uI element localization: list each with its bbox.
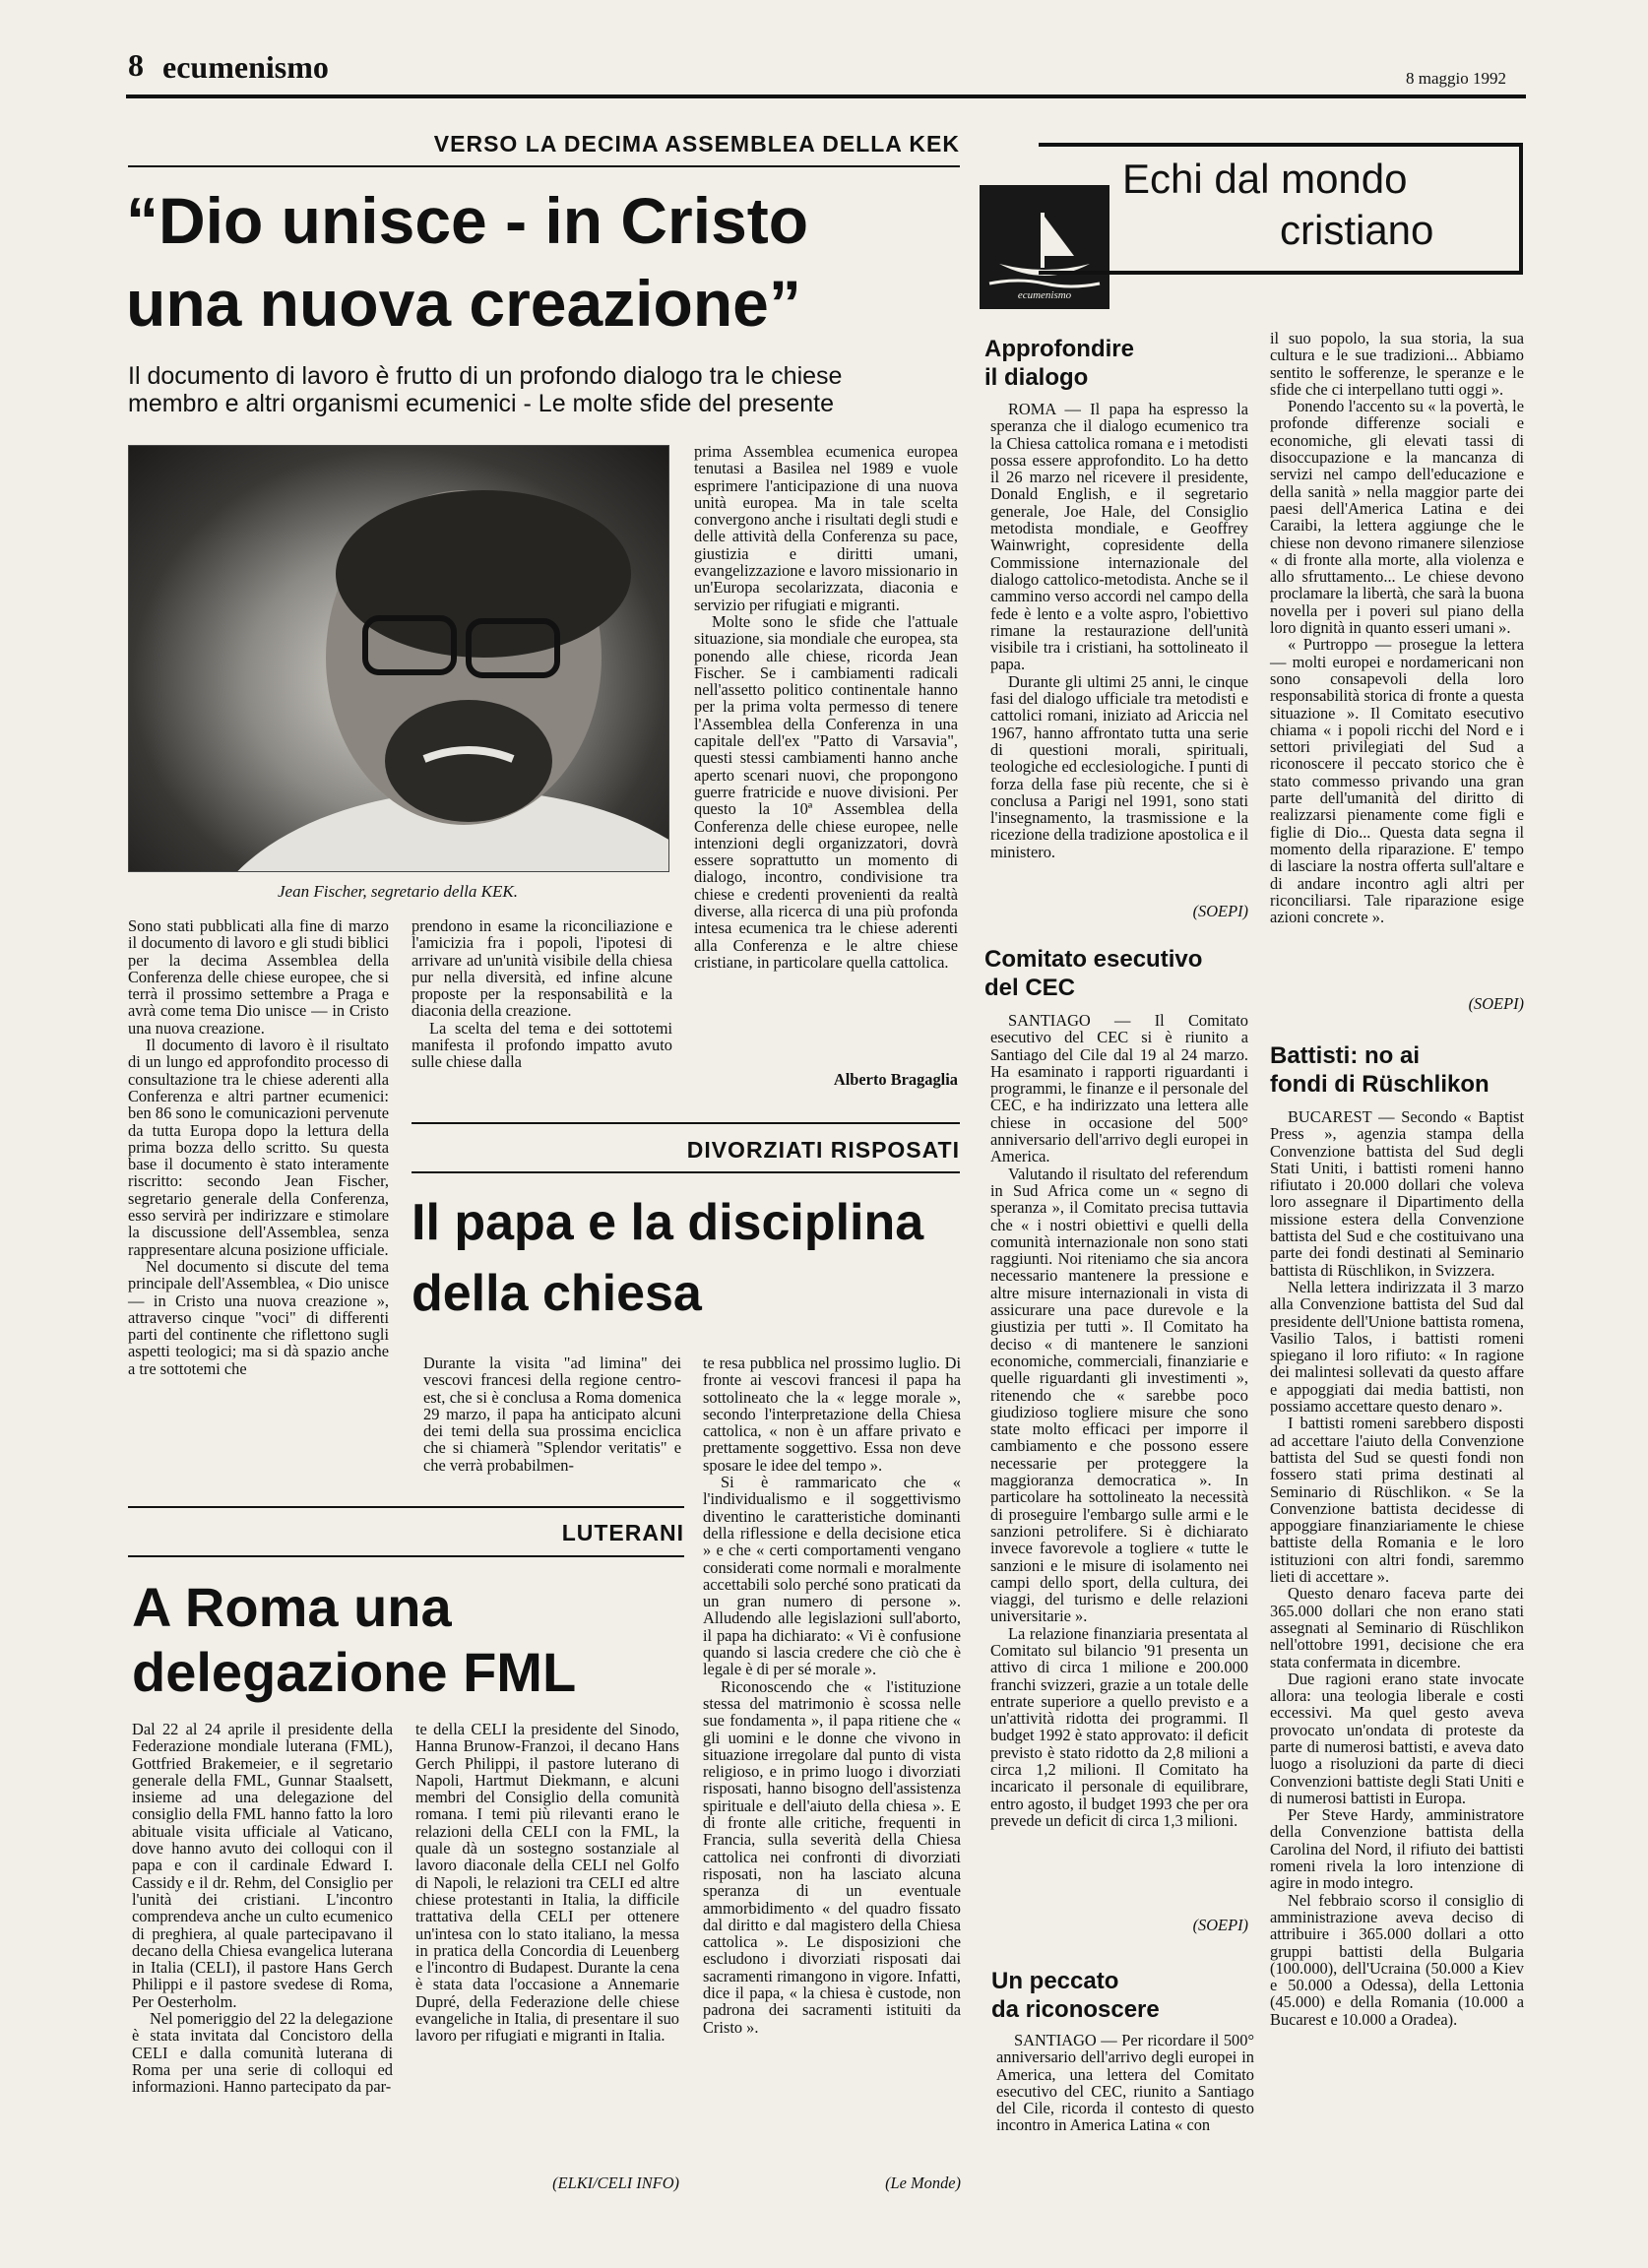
masthead-rule: [126, 94, 1526, 98]
kek-column-3: [694, 443, 958, 971]
papa-col2-para: Si è rammaricato che « l'individualismo e il soggettivismo diventino le caratteristiche dominanti della riflessione e della decisione etica » e che « certi comportamenti vengano considerati come normali e moralmente accettabili solo perché sono praticati da un gran numero di persone ». Alludendo alle legislazioni sull'aborto, il papa ha dichiarato: « Vi è confusione quando si lascia credere che ciò che è legale è di per sé morale ».: [703, 1473, 961, 1679]
peccato-cont-para: il suo popolo, la sua storia, la sua cultura e le sue tradizioni... Abbiamo sentito le sofferenze, le speranze e le sfide che ci interpellano tutti oggi ».: [1270, 329, 1524, 399]
battisti-para: Nel febbraio scorso il consiglio di amministrazione aveva deciso di attribuire i 365.000 dollari a otto gruppi battisti della Bulgaria (100.000), dell'Ucraina (50.000 a Kiev e 50.000 a Odessa), della Lettonia (45.000) e della Romania (10.000 a Bucarest e 10.000 a Oradea).: [1270, 1890, 1524, 2029]
battisti-kicker-line1: Battisti: no ai: [1270, 1042, 1421, 1069]
fml-col1-para: Dal 22 al 24 aprile il presidente della Federazione mondiale luterana (FML), Gottfried Brakemeier, e il segretario generale della FML, Gunnar Staalsett, insieme ad una delegazione del consiglio della FML hanno fatto la loro abituale visita ufficiale al Vaticano, dove hanno avuto dei colloqui con il papa e con il cardinale Edward I. Cassidy e il dr. Rehm, del Consiglio per l'unità dei cristiani. L'incontro comprendeva anche un culto ecumenico di preghiera, al quale partecipavano il decano della Chiesa evangelica luterana in Italia (CELI), il pastore Hans Gerch Philippi e il pastore svedese di Roma, Per Oesterholm.: [132, 1720, 393, 2011]
kek-headline-line1: “Dio unisce - in Cristo: [126, 184, 809, 257]
fml-label-rule: [128, 1555, 684, 1557]
logo-caption: ecumenismo: [1017, 289, 1072, 301]
kek-column-2: [412, 917, 672, 1071]
portrait-photo: [128, 445, 669, 872]
peccato-continued: [1270, 330, 1524, 925]
peccato-text: [996, 2032, 1254, 2134]
peccato-kicker-line1: Un peccato: [991, 1968, 1119, 1994]
kek-byline: Alberto Bragaglia: [833, 1070, 958, 1089]
kek-deck-line2: membro e altri organismi ecumenici - Le molte sfide del presente: [128, 390, 834, 417]
kek-deck-line1: Il documento di lavoro è frutto di un profondo dialogo tra le chiese: [128, 362, 843, 390]
kek-col1-para: Il documento di lavoro è il risultato di un lungo ed approfondito processo di consultazione tra le chiese aderenti alla Conferenza e altri partner ecumenici: ben 86 sono le comunicazioni pervenute da tutta Europa dopo la lettura della prima bozza dello scritto. Su questa base il documento è stato interamente riscritto: secondo Jean Fischer, segretario generale della Conferenza, esso servirà per indirizzare e stimolare la discussione dell'Assemblea, senza rappresentare alcuna posizione ufficiale.: [128, 1036, 389, 1259]
fml-col1-para: Nel pomeriggio del 22 la delegazione è stata invitata dal Concistoro della CELI e dalla comunità luterana di Roma per una serie di colloqui ed informazioni. Hanno partecipato da par-: [132, 2009, 393, 2097]
battisti-text: [1270, 1108, 1524, 2028]
cec-para: Valutando il risultato del referendum in Sud Africa come un « segno di speranza », il Comitato precisa tuttavia che « i nostri obiettivi e quelli della comunità internazionale non sono stati raggiunti. Noi riteniamo che sia ancora necessario mantenere la pressione e altre misure internazionali in vista di assicurare una pace durevole e la giustizia per tutti ». Il Comitato ha deciso « di mantenere le sanzioni economiche, commerciali, finanziarie e quelle riguardanti gli investimenti », ritenendo che « sarebbe poco giudizioso togliere misure che sono state molto efficaci per imporre il cambiamento e che possono essere necessarie per proteggere la maggioranza democratica ». In particolare ha sottolineato la necessità di proseguire l'embargo sulle armi e le sanzioni petrolifere. Si è dichiarato invece favorevole a togliere « tutte le sanzioni e le misure di isolamento nei campi dello sport, della cultura, dei viaggi, del turismo e delle relazioni universitarie ».: [990, 1164, 1248, 1626]
papa-col1-para: Durante la visita "ad limina" dei vescovi francesi della regione centro-est, che si è conclusa a Roma domenica 29 marzo, il papa ha anticipato alcuni dei temi della sua prossima enciclica che si chiamerà "Splendor veritatis" e che verrà probabilmen-: [423, 1354, 681, 1475]
dialogo-kicker-line2: il dialogo: [984, 364, 1089, 391]
papa-source: (Le Monde): [885, 2174, 961, 2192]
kek-headline-line2: una nuova creazione”: [126, 267, 801, 340]
dialogo-text: [990, 401, 1248, 860]
kek-col1-para: Sono stati pubblicati alla fine di marzo il documento di lavoro e gli studi biblici per la decima Assemblea della Conferenza delle chiese europee, che si terrà il prossimo settembre a Praga e avrà come tema Dio unisce — in Cristo una nuova creazione.: [128, 916, 389, 1038]
cec-kicker: [984, 945, 1242, 1002]
cec-para: SANTIAGO — Il Comitato esecutivo del CEC si è riunito a Santiago del Cile dal 19 al 24 marzo. Ha esaminato i rapporti riguardanti i programmi, le finanze e il personale del CEC, e ha indirizzato una lettera alle chiese in occasione del 500° anniversario dell'arrivo degli europei in America.: [990, 1011, 1248, 1166]
battisti-para: Questo denaro faceva parte dei 365.000 dollari che non erano stati assegnati al Seminario di Rüschlikon nell'ottobre 1991, decisione che era stata confermata in dicembre.: [1270, 1584, 1524, 1671]
section-title: ecumenismo: [162, 49, 329, 85]
kek-col3-para: prima Assemblea ecumenica europea tenutasi a Basilea nel 1989 e vuole esprimere l'anticipazione di una nuova unità europea. Ma in tale scelta convergono anche i risultati degli studi e delle attività della Conferenza su pace, giustizia e diritti umani, evangelizzazione e lavoro missionario in un'Europa secolarizzata, diaconia e servizio per rifugiati e migranti.: [694, 442, 958, 614]
cec-kicker-line1: Comitato esecutivo: [984, 946, 1203, 973]
peccato-para: SANTIAGO — Per ricordare il 500° anniversario dell'arrivo degli europei in America, una lettera del Comitato esecutivo del CEC, riunito a Santiago del Cile, ricorda il contesto di questo incontro in America Latina « con: [996, 2031, 1254, 2135]
fml-headline-line2: delegazione FML: [132, 1641, 577, 1703]
fml-headline-line1: A Roma una: [132, 1576, 452, 1638]
echi-title-line1: Echi dal mondo: [1122, 156, 1408, 202]
battisti-para: Nella lettera indirizzata il 3 marzo alla Convenzione battista del Sud dal presidente dell'Unione battista romena, Vasilio Talos, i battisti romeni spiegano il loro rifiuto: « In ragione dei malintesi sollevati da questo affare e appoggiati dai media battisti, non possiamo accettare questo denaro ».: [1270, 1277, 1524, 1417]
kek-col3-para: Molte sono le sfide che l'attuale situazione, sia mondiale che europea, sta ponendo alle chiese, ricorda Jean Fischer. Se i cambiamenti radicali nell'assetto politico continentale hanno per la prima volta permesso di tenere l'Assemblea della Conferenza in una capitale dell'ex "Patto di Varsavia", questi stessi cambiamenti hanno anche aperto scenari nuovi, che propongono guerre fratricide e nuove divisioni. Per questo la 10ª Assemblea della Conferenza delle chiese europee, nelle intenzioni degli organizzatori, dovrà essere soprattutto un momento di dialogo, incontro, condivisione tra chiese e credenti provenienti da realtà diverse, alla ricerca di una più profonda intesa ecumenica tra le chiese aderenti alla Conferenza e le altre chiese cristiane, in particolare quella cattolica.: [694, 611, 958, 972]
fml-col2-para: te della CELI la presidente del Sinodo, Hanna Brunow-Franzoi, il decano Hans Gerch Philippi, il pastore luterano di Napoli, Hartmut Diekmann, e alcuni membri del Consiglio della comunità romana. I temi più rilevanti erano le relazioni della CELI con la FML, la quale dà un sostegno sostanziale al lavoro diaconale della CELI nel Golfo di Napoli, le relazioni tra CELI ed altre chiese protestanti in Italia, la difficile trattativa della CELI per ottenere un'intesa con lo stato italiano, la messa in pratica della Concordia di Leuenberg e l'incontro di Budapest. Durante la cena è stata data l'occasione a Annemarie Dupré, della Federazione delle chiese evangeliche in Italia, di presentare il suo lavoro per rifugiati e migranti in Italia.: [415, 1720, 679, 2046]
papa-headline-line2: della chiesa: [412, 1265, 702, 1322]
papa-col2-para: te resa pubblica nel prossimo luglio. Di fronte ai vescovi francesi il papa ha sottolineato che la « legge morale », secondo l'interpretazione della Chiesa cattolica, « non è un affare privato e prettamente soggettivo. Essa non deve sposare le idee del tempo ».: [703, 1354, 961, 1475]
kek-col2-para: La scelta del tema e dei sottotemi manifesta il profondo impatto avuto sulle chiese dalla: [412, 1018, 672, 1072]
fml-column-1: [132, 1721, 393, 2096]
cec-kicker-line2: del CEC: [984, 975, 1076, 1001]
papa-column-1: [423, 1354, 681, 1474]
dialogo-para: ROMA — Il papa ha espresso la speranza che il dialogo ecumenico tra la Chiesa cattolica romana e i metodisti possa essere approfondito. Lo ha detto il 26 marzo nel ricevere il presidente, Donald English, e il segretario generale, Joe Hale, del Consiglio metodista mondiale, e Geoffrey Wainwright, copresidente della Commissione internazionale del dialogo cattolico-metodista. Anche se il cammino verso accordi nel campo della fede è lento e a volte aspro, l'obiettivo rimane la restaurazione dell'unità visibile tra i cristiani, ha sottolineato il papa.: [990, 400, 1248, 674]
kek-col2-para: prendono in esame la riconciliazione e l'amicizia fra i popoli, l'ipotesi di arrivare ad un'unità visibile della chiesa pur nella diversità, ed infine alcune proposte per la responsabilità e la diaconia della creazione.: [412, 916, 672, 1021]
papa-column-2: [703, 1354, 961, 2036]
fml-source: (ELKI/CELI INFO): [552, 2174, 679, 2192]
dialogo-para: Durante gli ultimi 25 anni, le cinque fasi del dialogo ufficiale tra metodisti e cattolici romani, iniziato ad Ariccia nel 1967, hanno affrontato tutta una serie di questioni morali, spirituali, teologiche ed ecclesiologiche. I punti di forza della fase più recente, che si è conclusa a Parigi nel 1991, sono stati l'insegnamento, la trasmissione e la ricezione della tradizione apostolica e il ministero.: [990, 671, 1248, 861]
kek-label-rule: [128, 165, 960, 167]
papa-label-rule: [412, 1171, 960, 1173]
fml-column-2: [415, 1721, 679, 2045]
fml-section-label: LUTERANI: [561, 1520, 684, 1545]
peccato-cont-para: Ponendo l'accento su « la povertà, le profonde differenze sociali e economiche, gli elevati tassi di disoccupazione e la mancanza di servizi nel campo dell'educazione e della sanità » nella maggior parte dei paesi dell'America Latina e dei Caraibi, la lettera aggiunge che le chiese non devono rimanere silenziose « di fronte alla morte, alla violenza e allo sfruttamento... Le chiese devono proclamare la libertà, che sarà la buona novella per i poveri sul piano della loro dignità in quanto esseri umani ».: [1270, 397, 1524, 638]
kek-section-label: VERSO LA DECIMA ASSEMBLEA DELLA KEK: [433, 131, 960, 157]
battisti-para: BUCAREST — Secondo « Baptist Press », agenzia stampa della Convenzione battista del Sud degli Stati Uniti, i battisti romeni hanno rifiutato i 20.000 dollari che voleva loro assegnare il Dipartimento della missione estera della Convenzione battista del Sud e che costituivano una parte dei fondi destinati al Seminario battista di Rüschlikon, in Svizzera.: [1270, 1107, 1524, 1280]
papa-section-label: DIVORZIATI RISPOSATI: [686, 1137, 960, 1163]
papa-top-rule: [412, 1122, 960, 1124]
battisti-kicker-line2: fondi di Rüschlikon: [1270, 1071, 1490, 1098]
peccato-cont-para: « Purtroppo — prosegue la lettera — molti europei e nordamericani non sono consapevoli della loro responsabilità storica di fronte a questa situazione ». Il Comitato esecutivo chiama « i popoli ricchi del Nord e i settori privilegiati del Sud a riconoscere il peccato storico che è stato commesso privando una gran parte dell'umanità del diritto di realizzarsi pienamente come figli e figlie di Dio... Questa data segna il momento della riparazione. E' tempo di lasciare la nostra offerta sull'altare e di andare incontro agli altri per riconciliarsi. Tale riparazione esige azioni concrete ».: [1270, 635, 1524, 927]
peccato-kicker: [991, 1967, 1249, 2024]
battisti-kicker: [1270, 1041, 1524, 1099]
cec-text: [990, 1012, 1248, 1829]
dialogo-source: (SOEPI): [1192, 902, 1248, 920]
peccato-kicker-line2: da riconoscere: [991, 1996, 1160, 2023]
cec-source: (SOEPI): [1192, 1916, 1248, 1934]
peccato-source: (SOEPI): [1468, 994, 1524, 1013]
papa-col2-para: Riconoscendo che « l'istituzione stessa del matrimonio è scossa nelle sue fondamenta », il papa ritiene che « gli uomini e le donne che vivono in situazione irregolare dal punto di vista religioso, e in primo luogo i divorziati risposati, hanno bisogno dell'assistenza spirituale e dell'aiuto della chiesa ». E di fronte alle critiche, frequenti in Francia, sulla severità della Chiesa cattolica nei confronti di divorziati risposati, non ha lasciato alcuna speranza di un eventuale ammorbidimento « del quadro fissato dal diritto e dal magistero della Chiesa cattolica ». Le disposizioni che escludono i divorziati risposati dai sacramenti rimangono in vigore. Infatti, dice il papa, « la chiesa è custode, non padrona dei sacramenti istituiti da Cristo ».: [703, 1676, 961, 2037]
papa-headline-line1: Il papa e la disciplina: [412, 1194, 924, 1251]
kek-column-1: [128, 917, 389, 1377]
kek-col1-para: Nel documento si discute del tema principale dell'Assemblea, « Dio unisce — in Cristo una nuova creazione », attraverso cinque "voci" di differenti parti del continente che riflettono sugli aspetti teologici; ma si dà spazio anche a tre sottotemi che: [128, 1256, 389, 1378]
photo-caption: Jean Fischer, segretario della KEK.: [278, 882, 518, 901]
page-number: 8: [128, 47, 144, 83]
dialogo-kicker: [984, 335, 1236, 392]
issue-date: 8 maggio 1992: [1406, 69, 1506, 88]
echi-title-line2: cristiano: [1280, 207, 1434, 253]
battisti-para: I battisti romeni sarebbero disposti ad accettare l'aiuto della Convenzione battista del Sud se questi fondi non fossero stati prima destinati al Seminario di Rüschlikon. « Se la Convenzione battista decidesse di appoggiare finanziariamente le chiese battiste della Romania e le loro istituzioni con altri fondi, saremmo lieti di accettare ».: [1270, 1414, 1524, 1587]
dialogo-kicker-line1: Approfondire: [984, 336, 1134, 362]
fml-top-rule: [128, 1506, 684, 1508]
battisti-para: Due ragioni erano state invocate allora: una teologia liberale e costi eccessivi. Ma quel gesto aveva provocato un'ondata di proteste da parte di numerosi battisti, e aveva dato luogo a risoluzioni da parte di dieci Convenzioni battiste degli Stati Uniti e di numerosi battisti in Europa.: [1270, 1669, 1524, 1807]
cec-para: La relazione finanziaria presentata al Comitato sul bilancio '91 presenta un attivo di circa 1 milione e 200.000 franchi svizzeri, grazie a un totale delle entrate superiore a quello previsto e a un'attività ridotta dei programmi. Il budget 1992 è stato approvato: il deficit previsto è stato ridotto da 2,8 milioni a circa 1,2 milioni. Il Comitato ha incaricato il personale di equilibrare, entro agosto, il budget 1993 che per ora prevede un deficit di circa 1,3 milioni.: [990, 1623, 1248, 1830]
portrait-figure: [129, 446, 668, 871]
battisti-para: Per Steve Hardy, amministratore della Convenzione battista della Carolina del Nord, il rifiuto dei battisti romeni rivela la loro intenzione di agire in modo integro.: [1270, 1805, 1524, 1893]
